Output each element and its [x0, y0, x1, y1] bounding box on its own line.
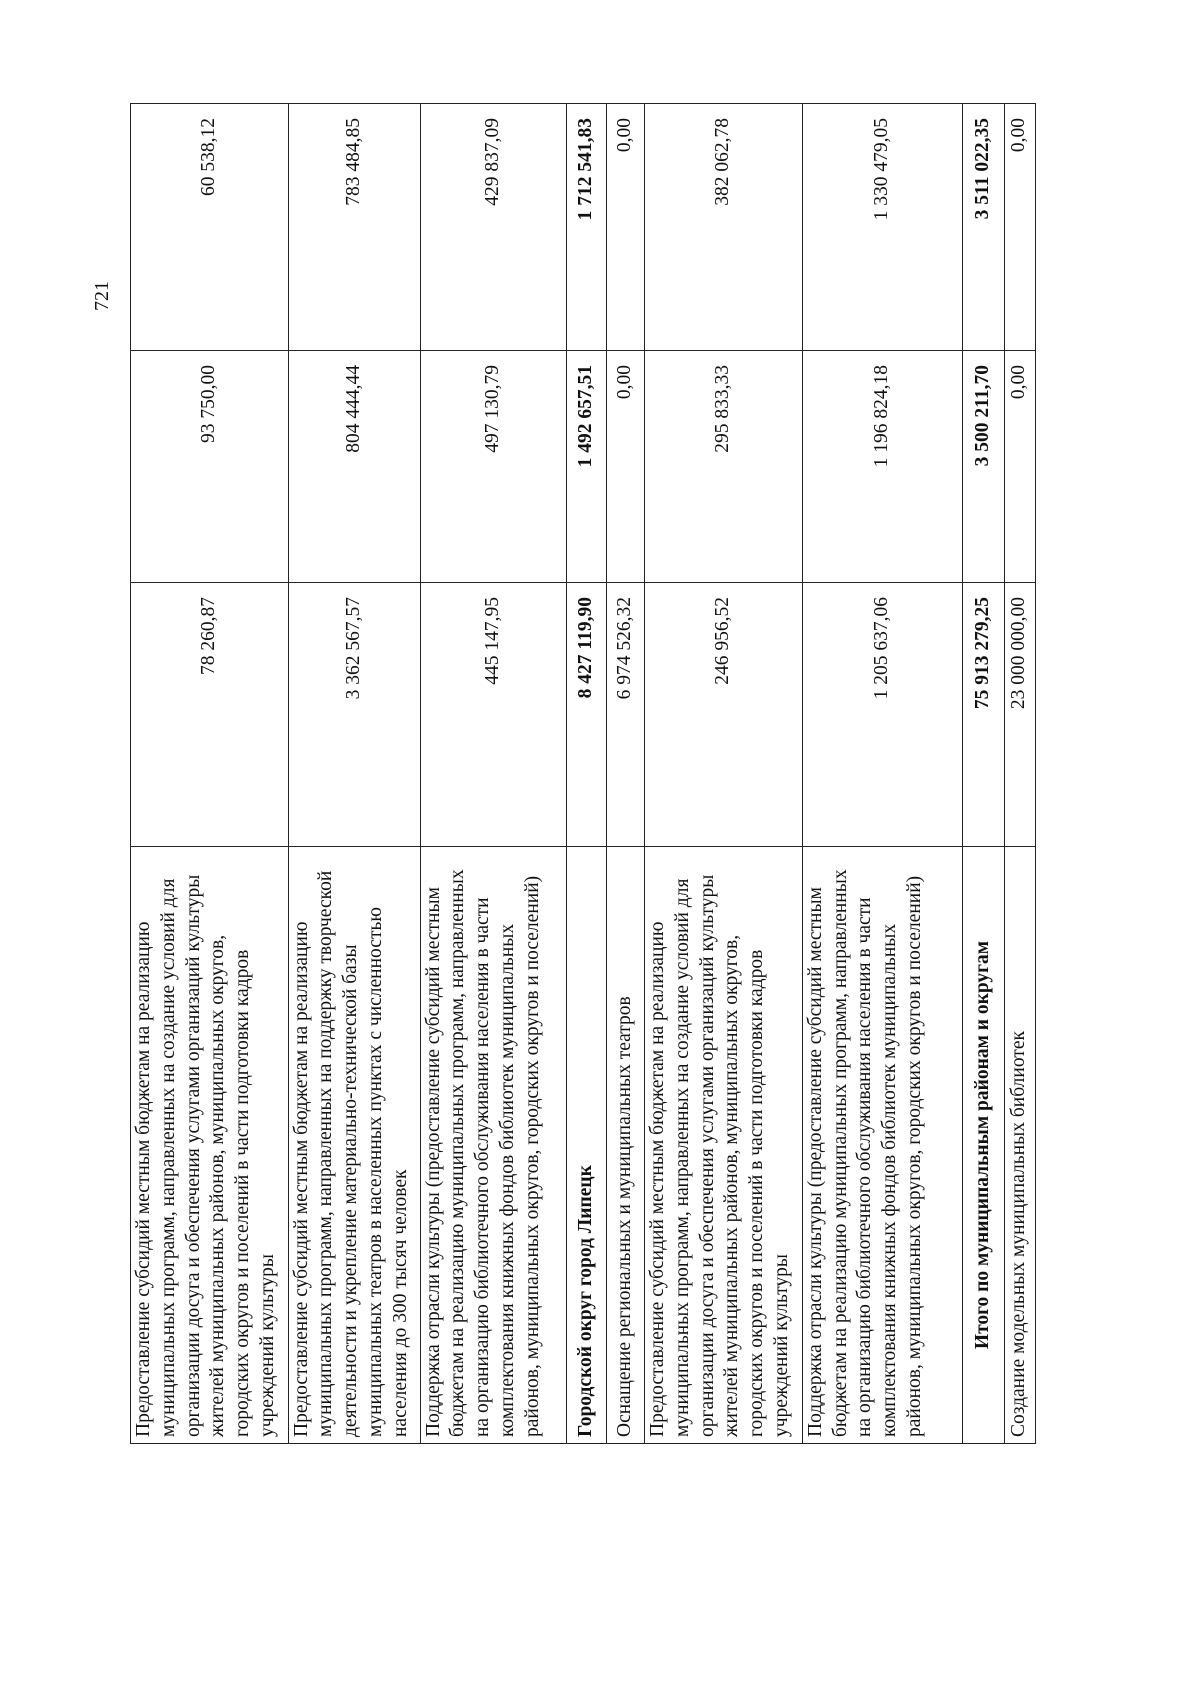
value-cell: 246 956,52: [645, 583, 803, 847]
value-cell: 93 750,00: [131, 351, 289, 583]
value-cell: 6 974 526,32: [606, 583, 644, 847]
table-row: [606, 104, 644, 1444]
row-label: Предоставление субсидий местным бюджетам на реализацию муниципальных программ, направленных на создание условий для организации досуга и обеспечения услугами организаций культуры жителей муниципальных районов, муниципальных округов, городских округов и поселений в части подготовки кадров учреждений культуры: [645, 847, 803, 1444]
value-cell: 1 205 637,06: [802, 583, 962, 847]
value-cell: 445 147,95: [420, 583, 567, 847]
row-label: Итого по муниципальным районам и округам: [963, 847, 1005, 1444]
page-number: 721: [91, 281, 113, 311]
value-cell: 1 492 657,51: [567, 351, 607, 583]
value-cell: 382 062,78: [645, 104, 803, 351]
value-cell: 1 330 479,05: [802, 104, 962, 351]
row-label: Предоставление субсидий местным бюджетам на реализацию муниципальных программ, направленных на поддержку творческой деятельности и укрепление материально-технической базы муниципальных театров в населенных пунктах с численностью населения до 300 тысяч человек: [288, 847, 420, 1444]
value-cell: 1 196 824,18: [802, 351, 962, 583]
value-cell: 783 484,85: [288, 104, 420, 351]
table-row-total: [567, 104, 607, 1444]
value-cell: 295 833,33: [645, 351, 803, 583]
row-label: Городской округ город Липецк: [567, 847, 607, 1444]
rotated-table-container: [130, 104, 1036, 1444]
value-cell: 0,00: [1004, 104, 1035, 351]
table-row: [1004, 104, 1035, 1444]
value-cell: 804 444,44: [288, 351, 420, 583]
value-cell: 23 000 000,00: [1004, 583, 1035, 847]
row-label: Оснащение региональных и муниципальных театров: [606, 847, 644, 1444]
budget-table: [130, 103, 1036, 1444]
value-cell: 75 913 279,25: [963, 583, 1005, 847]
value-cell: 0,00: [1004, 351, 1035, 583]
row-label: Поддержка отрасли культуры (предоставление субсидий местным бюджетам на реализацию муниципальных программ, направленных на организацию библиотечного обслуживания населения в части комплектования книжных фондов библиотек муниципальных районов, муниципальных округов, городских округов и поселений): [420, 847, 567, 1444]
value-cell: 0,00: [606, 104, 644, 351]
value-cell: 3 362 567,57: [288, 583, 420, 847]
value-cell: 3 500 211,70: [963, 351, 1005, 583]
table-row: [131, 104, 289, 1444]
table-row: [645, 104, 803, 1444]
value-cell: 8 427 119,90: [567, 583, 607, 847]
table-row: [288, 104, 420, 1444]
table-row: [802, 104, 962, 1444]
row-label: Создание модельных муниципальных библиотек: [1004, 847, 1035, 1444]
table-row-grand-total: [963, 104, 1005, 1444]
table-row: [420, 104, 567, 1444]
value-cell: 0,00: [606, 351, 644, 583]
value-cell: 497 130,79: [420, 351, 567, 583]
value-cell: 60 538,12: [131, 104, 289, 351]
row-label: Поддержка отрасли культуры (предоставление субсидий местным бюджетам на реализацию муниципальных программ, направленных на организацию библиотечного обслуживания населения в части комплектования книжных фондов библиотек муниципальных районов, муниципальных округов, городских округов и поселений): [802, 847, 962, 1444]
row-label: Предоставление субсидий местным бюджетам на реализацию муниципальных программ, направленных на создание условий для организации досуга и обеспечения услугами организаций культуры жителей муниципальных районов, муниципальных округов, городских округов и поселений в части подготовки кадров учреждений культуры: [131, 847, 289, 1444]
value-cell: 3 511 022,35: [963, 104, 1005, 351]
value-cell: 1 712 541,83: [567, 104, 607, 351]
value-cell: 78 260,87: [131, 583, 289, 847]
value-cell: 429 837,09: [420, 104, 567, 351]
